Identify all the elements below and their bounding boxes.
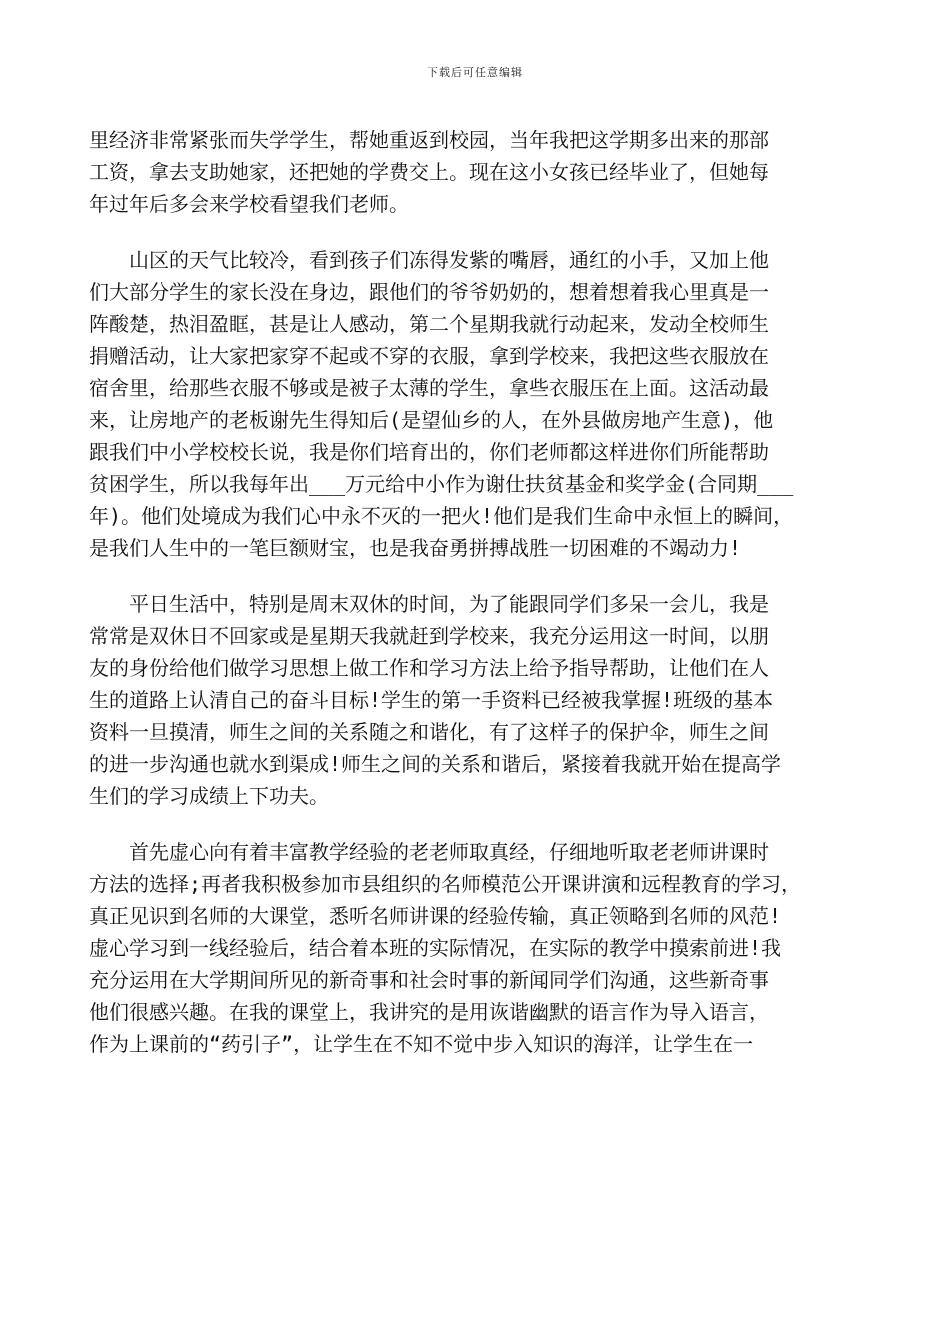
text-line: 常常是双休日不回家或是星期天我就赶到学校来，我充分运用这一时间，以朋 (89, 624, 769, 648)
text-line: 捐赠活动，让大家把家穿不起或不穿的衣服，拿到学校来，我把这些衣服放在 (89, 344, 769, 368)
text-line: 平日生活中，特别是周末双休的时间，为了能跟同学们多呆一会儿，我是 (129, 592, 769, 616)
text-line: 作为上课前的“药引子”，让学生在不知不觉中步入知识的海洋，让学生在一 (89, 1032, 754, 1056)
text-line: 生们的学习成绩上下功夫。 (89, 784, 329, 808)
text-line: 年过年后多会来学校看望我们老师。 (89, 192, 409, 216)
text-line: 宿舍里，给那些衣服不够或是被子太薄的学生，拿些衣服压在上面。这活动最 (89, 376, 769, 400)
paragraph-1 (89, 124, 869, 220)
paragraph-4 (89, 836, 869, 1060)
page-header: 下载后可任意编辑 (427, 66, 523, 79)
text-line: 年)。他们处境成为我们心中永不灭的一把火!他们是我们生命中永恒上的瞬间， (89, 504, 794, 528)
text-line: 贫困学生，所以我每年出___万元给中小作为谢仕扶贫基金和奖学金(合同期___ (89, 472, 794, 496)
text-line: 资料一旦摸清，师生之间的关系随之和谐化，有了这样子的保护伞，师生之间 (89, 720, 769, 744)
text-line: 山区的天气比较冷，看到孩子们冻得发紫的嘴唇，通红的小手，又加上他 (129, 248, 769, 272)
text-line: 里经济非常紧张而失学学生，帮她重返到校园，当年我把这学期多出来的那部 (89, 128, 769, 152)
text-line: 的进一步沟通也就水到渠成!师生之间的关系和谐后，紧接着我就开始在提高学 (89, 752, 782, 776)
text-line: 方法的选择;再者我积极参加市县组织的名师模范公开课讲演和远程教育的学习， (89, 872, 802, 896)
text-line: 工资，拿去支助她家，还把她的学费交上。现在这小女孩已经毕业了，但她每 (89, 160, 769, 184)
text-line: 阵酸楚，热泪盈眶，甚是让人感动，第二个星期我就行动起来，发动全校师生 (89, 312, 769, 336)
text-line: 是我们人生中的一笔巨额财宝，也是我奋勇拼搏战胜一切困难的不竭动力! (89, 536, 742, 560)
paragraph-2 (89, 244, 869, 564)
text-line: 来，让房地产的老板谢先生得知后(是望仙乡的人，在外县做房地产生意)，他 (89, 408, 774, 432)
text-line: 友的身份给他们做学习思想上做工作和学习方法上给予指导帮助，让他们在人 (89, 656, 769, 680)
document-body (89, 124, 869, 1084)
text-line: 他们很感兴趣。在我的课堂上，我讲究的是用诙谐幽默的语言作为导入语言， (89, 1000, 769, 1024)
text-line: 跟我们中小学校校长说，我是你们培育出的，你们老师都这样进你们所能帮助 (89, 440, 769, 464)
text-line: 生的道路上认清自己的奋斗目标!学生的第一手资料已经被我掌握!班级的基本 (89, 688, 774, 712)
text-line: 真正见识到名师的大课堂，悉听名师讲课的经验传输，真正领略到名师的风范! (89, 904, 782, 928)
text-line: 首先虚心向有着丰富教学经验的老老师取真经，仔细地听取老老师讲课时 (129, 840, 769, 864)
text-line: 们大部分学生的家长没在身边，跟他们的爷爷奶奶的，想着想着我心里真是一 (89, 280, 769, 304)
text-line: 虚心学习到一线经验后，结合着本班的实际情况，在实际的教学中摸索前进!我 (89, 936, 782, 960)
text-line: 充分运用在大学期间所见的新奇事和社会时事的新闻同学们沟通，这些新奇事 (89, 968, 769, 992)
paragraph-3 (89, 588, 869, 812)
